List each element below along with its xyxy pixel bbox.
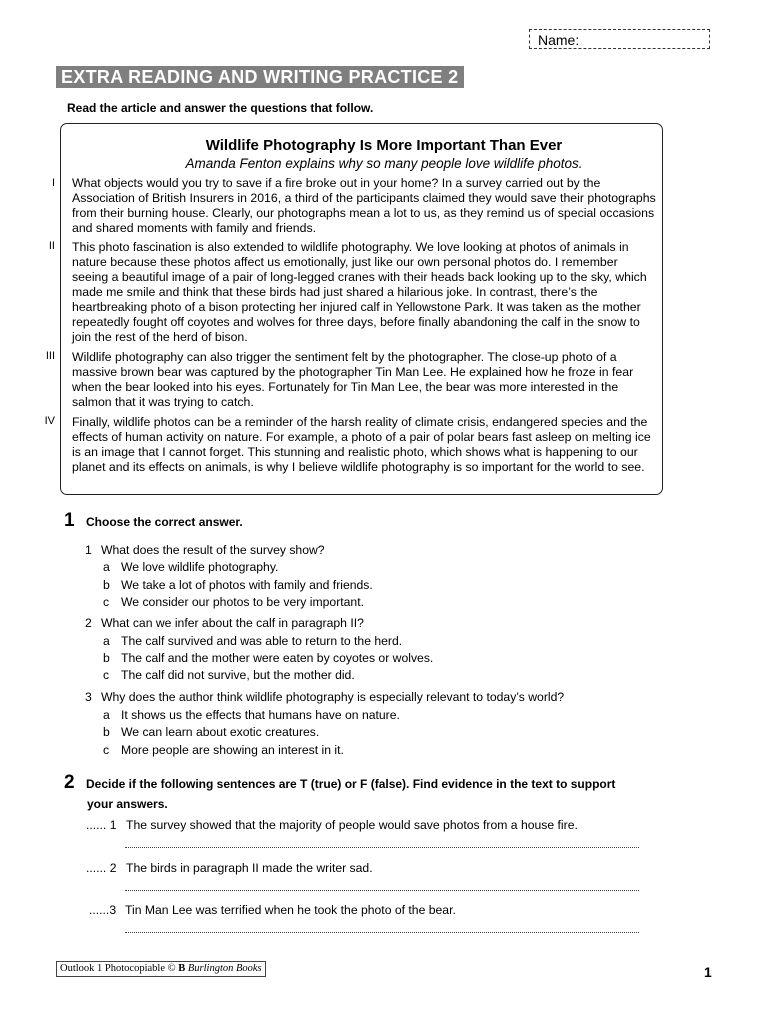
option-letter: a	[103, 560, 110, 574]
option-text: We consider our photos to be very important.	[121, 595, 364, 609]
paragraph-number: III	[45, 350, 55, 362]
article-paragraph: This photo fascination is also extended to wildlife photography. We love looking at photos of animals in nature because these photos affect us emotionally, just like our own personal photos do. I remember seeing a beautiful image of a pair of long-legged cranes with their heads back looking up to the sky, which made me smile and think that these birds had just shared a hilarious joke. In contrast, there’s the heartbreaking photo of a bison protecting her injured calf in Yellowstone Park. It was taken as the mother repeatedly fought off coyotes and wolves for three days, before finally abandoning the calf in the snow to join the rest of the herd of bison.	[72, 240, 647, 344]
instruction-text: Read the article and answer the questions that follow.	[67, 101, 374, 115]
option-text: We can learn about exotic creatures.	[121, 725, 320, 739]
answer-option[interactable]	[103, 668, 355, 682]
question-text: What can we infer about the calf in paragraph II?	[101, 616, 364, 630]
paragraph-number: IV	[44, 415, 55, 427]
article-paragraph: Wildlife photography can also trigger the sentiment felt by the photographer. The close-up photo of a massive brown bear was captured by the photographer Tin Man Lee. He explained how he froze in fear when the bear looked into his eyes. Fortunately for Tin Man Lee, the bear was more interested in the salmon that it was trying to catch.	[72, 350, 634, 409]
statement-text: Tin Man Lee was terrified when he took the photo of the bear.	[125, 903, 456, 917]
evidence-line[interactable]	[125, 890, 639, 891]
publisher-prefix: Outlook 1 Photocopiable ©	[60, 963, 179, 974]
question-text: Why does the author think wildlife photography is especially relevant to today’s world?	[101, 690, 565, 704]
answer-option[interactable]	[103, 725, 319, 739]
option-text: It shows us the effects that humans have on nature.	[121, 708, 400, 722]
answer-blank[interactable]: ......3	[89, 903, 117, 917]
question	[85, 690, 564, 704]
exercise-number: 1	[64, 510, 75, 531]
option-letter: b	[103, 725, 110, 739]
question	[85, 616, 364, 630]
article-paragraph: What objects would you try to save if a fire broke out in your home? In a survey carried out by the Association of British Insurers in 2016, a third of the participants claimed they would save their photographs from their burning house. Clearly, our photographs mean a lot to us, as they remind us of special occasions and shared moments with family and friends.	[72, 176, 656, 235]
tf-statement	[89, 903, 456, 917]
option-letter: c	[103, 668, 110, 682]
option-text: More people are showing an interest in it.	[121, 743, 344, 757]
tf-statement	[86, 818, 578, 832]
article-title: Wildlife Photography Is More Important Than Ever	[205, 137, 563, 154]
tf-statement	[86, 861, 373, 875]
question-text: What does the result of the survey show?	[101, 543, 325, 557]
statement-text: The birds in paragraph II made the writer sad.	[126, 861, 373, 875]
publisher-name: Burlington Books	[187, 963, 262, 974]
exercise-number: 2	[64, 772, 75, 793]
publisher-logo: B	[178, 963, 186, 974]
option-text: The calf survived and was able to return to the herd.	[121, 634, 403, 648]
page-number: 1	[704, 964, 712, 980]
article-paragraph: Finally, wildlife photos can be a reminder of the harsh reality of climate crisis, endangered species and the effects of human activity on nature. For example, a photo of a pair of polar bears fast asleep on melting ice is an image that I cannot forget. This stunning and realistic photo, which shows what is happening to our planet and its effects on animals, is why I believe wildlife photography is so important for the world to see.	[72, 415, 651, 474]
article-subtitle: Amanda Fenton explains why so many people love wildlife photos.	[185, 156, 583, 171]
exercise-title: Decide if the following sentences are T (true) or F (false). Find evidence in the text to support	[86, 777, 616, 791]
option-letter: b	[103, 578, 110, 592]
question-number: 2	[85, 616, 92, 630]
name-label: Name:	[538, 32, 580, 48]
paragraph-number: II	[48, 240, 55, 252]
option-text: We take a lot of photos with family and friends.	[121, 578, 373, 592]
name-field[interactable]	[529, 29, 710, 49]
option-text: The calf and the mother were eaten by coyotes or wolves.	[121, 651, 434, 665]
worksheet-title: EXTRA READING AND WRITING PRACTICE 2	[56, 66, 464, 88]
option-letter: b	[103, 651, 110, 665]
statement-text: The survey showed that the majority of people would save photos from a house fire.	[126, 818, 578, 832]
exercise-title-continued: your answers.	[87, 797, 168, 811]
answer-option[interactable]	[103, 743, 344, 757]
option-letter: c	[103, 743, 110, 757]
question	[85, 543, 325, 557]
answer-option[interactable]	[103, 634, 402, 648]
answer-option[interactable]	[103, 560, 278, 574]
exercise-title: Choose the correct answer.	[86, 515, 243, 529]
answer-blank[interactable]: ...... 1	[86, 818, 117, 832]
answer-option[interactable]	[103, 651, 433, 665]
answer-blank[interactable]: ...... 2	[86, 861, 117, 875]
option-letter: c	[103, 595, 110, 609]
option-text: We love wildlife photography.	[121, 560, 279, 574]
question-number: 3	[85, 690, 92, 704]
question-number: 1	[85, 543, 92, 557]
evidence-line[interactable]	[125, 932, 639, 933]
answer-option[interactable]	[103, 708, 400, 722]
answer-option[interactable]	[103, 595, 364, 609]
option-text: The calf did not survive, but the mother did.	[121, 668, 355, 682]
paragraph-number: I	[51, 177, 55, 189]
answer-option[interactable]	[103, 578, 373, 592]
evidence-line[interactable]	[125, 847, 639, 848]
publisher-footer	[56, 961, 266, 977]
option-letter: a	[103, 634, 110, 648]
option-letter: a	[103, 708, 110, 722]
